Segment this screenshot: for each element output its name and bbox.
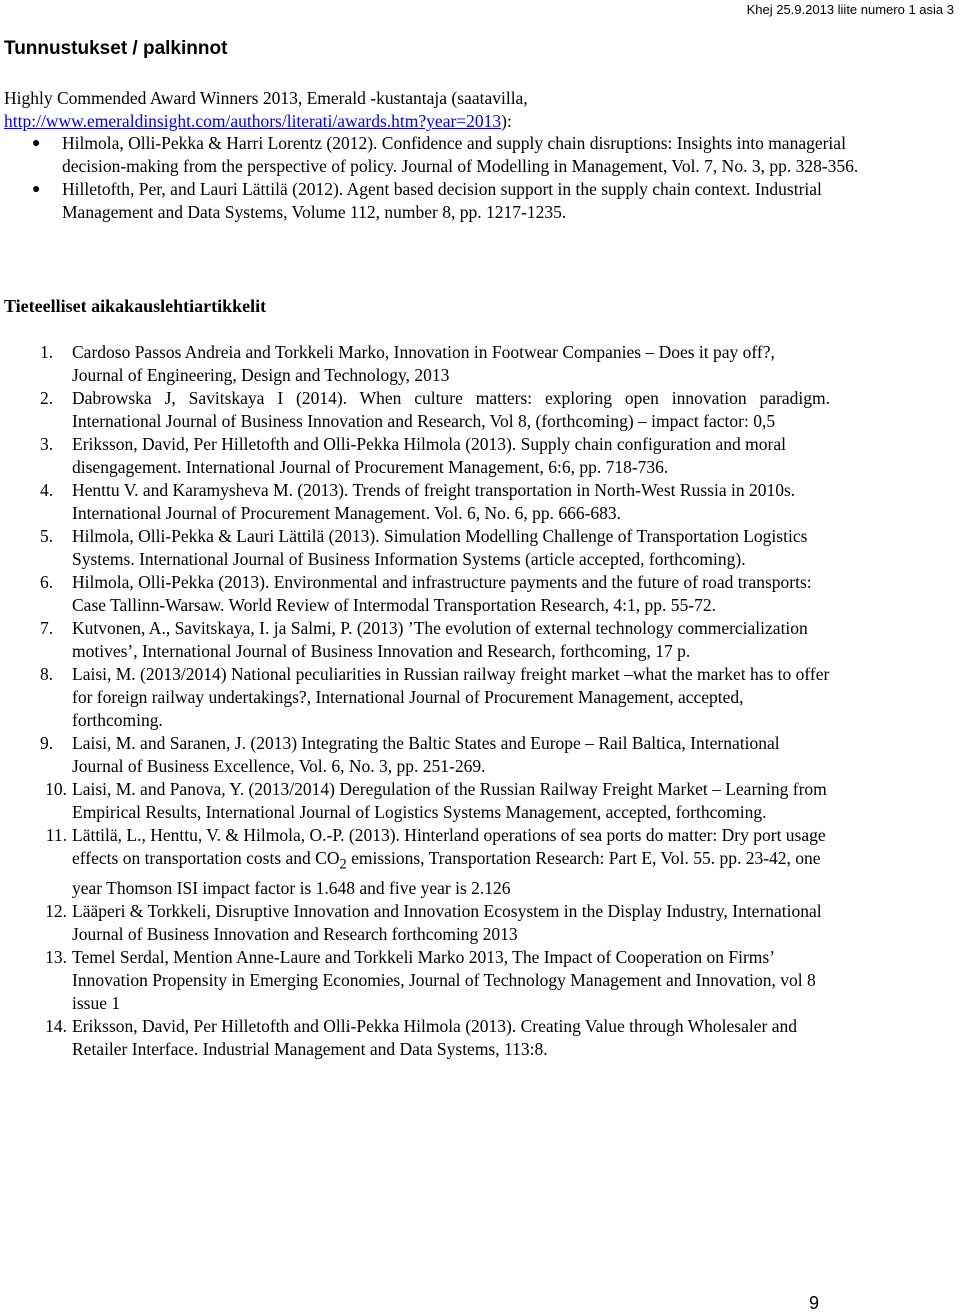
article-number: 7. — [40, 618, 54, 638]
page-number: 9 — [808, 1293, 819, 1313]
article-item — [40, 778, 830, 824]
article-number: 4. — [40, 480, 54, 500]
article-text: Lääperi & Torkkeli, Disruptive Innovation and Innovation Ecosystem in the Display Industry, International Journal of Business Innovation and Research forthcoming 2013 — [72, 900, 822, 944]
article-number: 9. — [40, 733, 54, 753]
article-number: 1. — [40, 342, 54, 362]
article-text-part: Lättilä, L., Henttu, V. & Hilmola, O.-P. (2013). Hinterland operations of sea ports do matter: Dry port usage effects on transportation costs and CO — [72, 825, 826, 868]
award-list — [32, 132, 912, 224]
award-item-text: Hilmola, Olli-Pekka & Harri Lorentz (2012). Confidence and supply chain disruptions: Insights into managerial decision-making from the perspective of policy. Journal of Modelling in Management, Vol. 7, No. 3, pp. 328-356. — [62, 133, 859, 176]
article-number: 2. — [40, 388, 54, 408]
awards-section-title: Tunnustukset / palkinnot — [4, 38, 228, 59]
award-list-item — [32, 178, 912, 224]
bullet-icon: ● — [32, 136, 41, 151]
emerald-awards-link[interactable]: http://www.emeraldinsight.com/authors/literati/awards.htm?year=2013 — [4, 111, 502, 131]
article-text: Dabrowska J, Savitskaya I (2014). When culture matters: exploring open innovation paradigm. International Journal of Business Innovation and Research, Vol 8, (forthcoming) – impact factor: 0,5 — [72, 388, 830, 431]
document-header-note: Khej 25.9.2013 liite numero 1 asia 3 — [746, 2, 954, 17]
award-intro-text: Highly Commended Award Winners 2013, Emerald -kustantaja (saatavilla, — [4, 88, 528, 108]
article-number: 3. — [40, 434, 54, 454]
article-item — [40, 525, 830, 571]
bullet-icon: ● — [32, 182, 41, 197]
article-text: Eriksson, David, Per Hilletofth and Olli-Pekka Hilmola (2013). Supply chain configuration and moral disengagement. International Journal of Procurement Management, 6:6, pp. 718-736. — [72, 434, 786, 477]
article-list — [40, 341, 830, 1061]
article-item — [40, 571, 830, 617]
article-item — [40, 341, 830, 387]
article-text: Cardoso Passos Andreia and Torkkeli Marko, Innovation in Footwear Companies – Does it pay off?, Journal of Engineering, Design and Technology, 2013 — [72, 342, 775, 385]
articles-section-title: Tieteelliset aikakauslehtiartikkelit — [4, 296, 267, 316]
article-text: Laisi, M. and Saranen, J. (2013) Integrating the Baltic States and Europe – Rail Baltica, International Journal of Business Excellence, Vol. 6, No. 3, pp. 251-269. — [72, 733, 780, 776]
article-text: Eriksson, David, Per Hilletofth and Olli-Pekka Hilmola (2013). Creating Value through Wholesaler and Retailer Interface. Industrial Management and Data Systems, 113:8. — [72, 1015, 797, 1059]
award-item-text: Hilletofth, Per, and Lauri Lättilä (2012). Agent based decision support in the supply chain context. Industrial Management and Data Systems, Volume 112, number 8, pp. 1217-1235. — [62, 179, 822, 222]
article-item — [40, 479, 830, 525]
article-text: Laisi, M. and Panova, Y. (2013/2014) Deregulation of the Russian Railway Freight Market – Learning from Empirical Results, International Journal of Logistics Systems Management, accepted, forthcoming. — [72, 779, 827, 822]
article-text: Hilmola, Olli-Pekka & Lauri Lättilä (2013). Simulation Modelling Challenge of Transportation Logistics Systems. International Journal of Business Information Systems (article accepted, forthcoming). — [72, 526, 808, 569]
award-intro-suffix: ): — [501, 111, 512, 131]
article-item — [40, 387, 830, 433]
article-item — [40, 663, 830, 732]
article-item — [40, 1015, 830, 1061]
article-text: Henttu V. and Karamysheva M. (2013). Trends of freight transportation in North-West Russia in 2010s. International Journal of Procurement Management. Vol. 6, No. 6, pp. 666-683. — [72, 480, 796, 523]
article-item — [40, 433, 830, 479]
article-number: 11. — [45, 825, 67, 845]
article-item — [40, 617, 830, 663]
article-text-part: emissions, Transportation Research: Part E, Vol. 55. pp. 23-42, one year Thomson ISI impact factor is 1.648 and five year is 2.126 — [72, 848, 821, 898]
co2-subscript: 2 — [339, 856, 347, 873]
award-list-item — [32, 132, 912, 178]
article-text: Kutvonen, A., Savitskaya, I. ja Salmi, P. (2013) ’The evolution of external technology commercialization motives’, International Journal of Business Innovation and Research, forthcoming, 17 p. — [72, 618, 808, 661]
article-number: 5. — [40, 526, 54, 546]
article-number: 12. — [45, 900, 67, 921]
article-number: 14. — [45, 1015, 67, 1036]
article-item — [40, 732, 830, 778]
article-text: Laisi, M. (2013/2014) National peculiarities in Russian railway freight market –what the market has to offer for foreign railway undertakings?, International Journal of Procurement Management, accepted, forthcoming. — [72, 664, 830, 730]
award-intro — [4, 87, 934, 133]
article-number: 6. — [40, 572, 54, 592]
article-text: Hilmola, Olli-Pekka (2013). Environmental and infrastructure payments and the future of road transports: Case Tallinn-Warsaw. World Review of Intermodal Transportation Research, 4:1, pp. 55-72. — [72, 572, 812, 615]
article-text: Temel Serdal, Mention Anne-Laure and Torkkeli Marko 2013, The Impact of Cooperation on Firms’ Innovation Propensity in Emerging Economies, Journal of Technology Management and Innovation, vol 8 issue 1 — [72, 946, 816, 1013]
article-number: 10. — [45, 779, 67, 799]
article-number: 8. — [40, 664, 54, 684]
article-number: 13. — [45, 946, 67, 967]
article-item — [40, 946, 830, 1015]
article-item — [40, 900, 830, 946]
article-item — [40, 824, 830, 900]
